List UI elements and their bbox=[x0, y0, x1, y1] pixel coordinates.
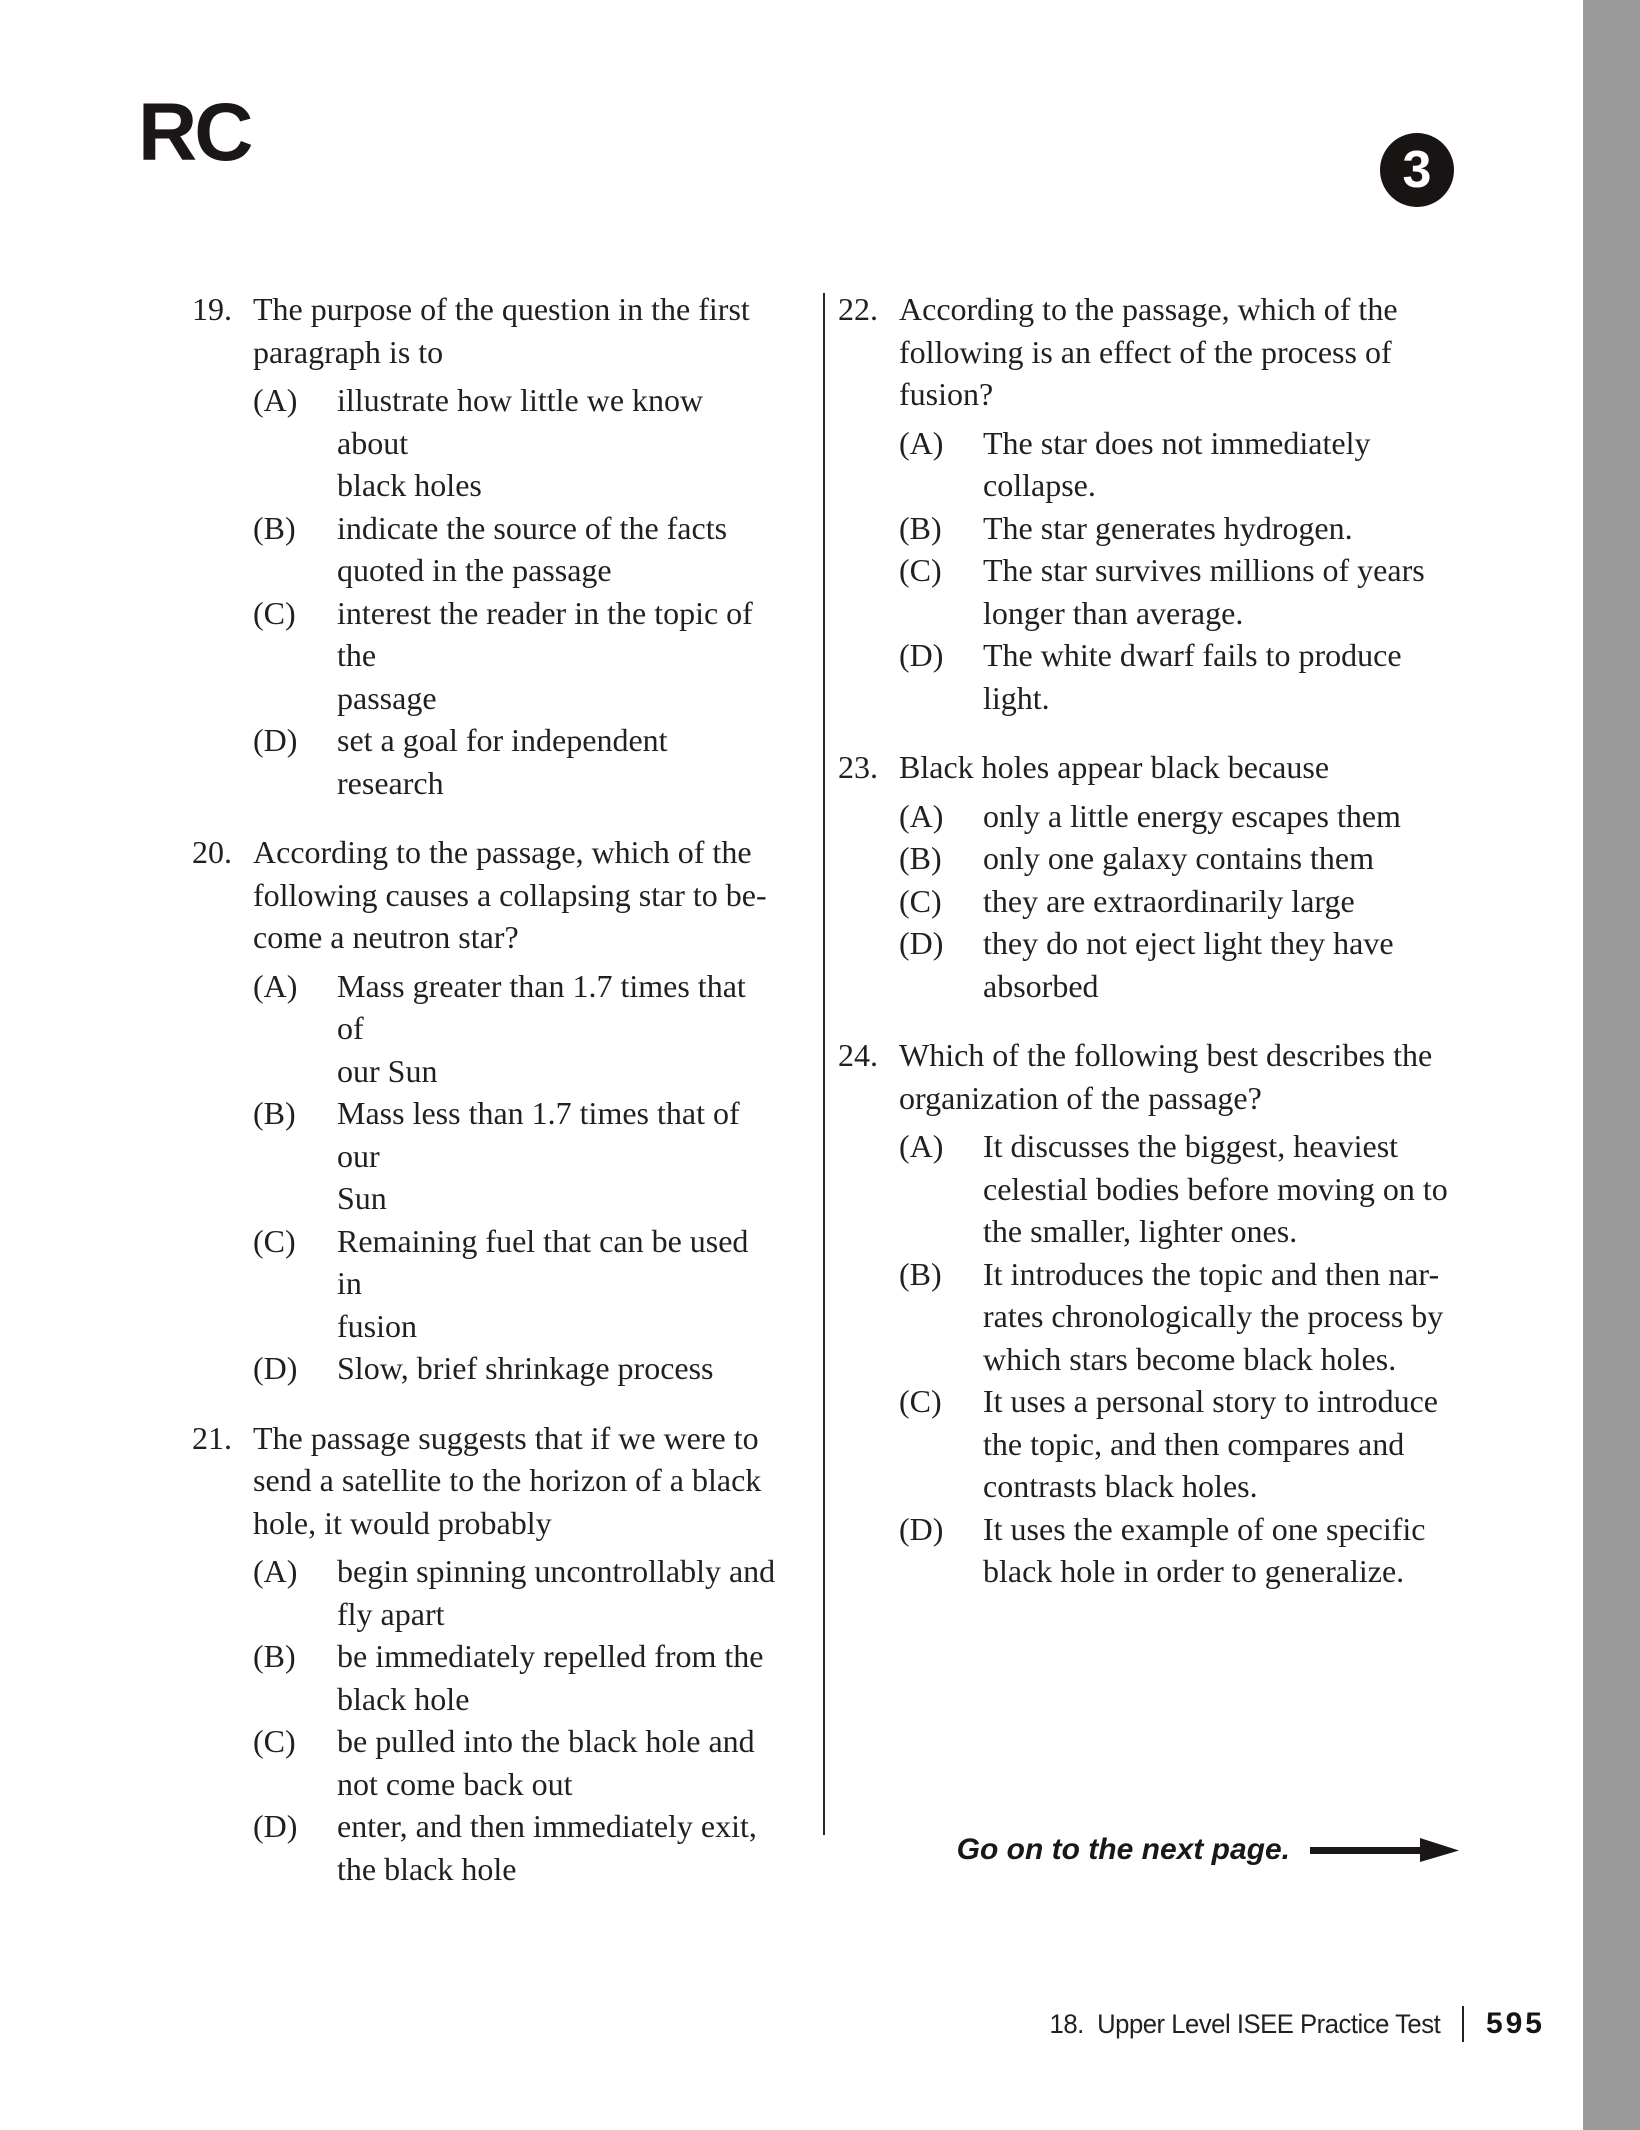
stem-line: Black holes appear black because bbox=[899, 749, 1330, 785]
footer-chapter-number: 18. bbox=[1049, 2008, 1084, 2039]
choice-text bbox=[983, 1253, 1510, 1381]
question-stem bbox=[899, 288, 1510, 416]
choice-line: enter, and then immediately exit, bbox=[337, 1808, 757, 1844]
choice-c bbox=[899, 880, 1510, 923]
choice-line: Slow, brief shrinkage process bbox=[337, 1350, 714, 1386]
choice-b bbox=[253, 1635, 778, 1720]
choice-b bbox=[899, 507, 1510, 550]
choice-line: The white dwarf fails to produce bbox=[983, 637, 1402, 673]
choice-line: It discusses the biggest, heaviest bbox=[983, 1128, 1399, 1164]
choice-line: celestial bodies before moving on to bbox=[983, 1170, 1448, 1207]
choice-line: black hole bbox=[337, 1680, 470, 1717]
choice-line: be pulled into the black hole and bbox=[337, 1723, 755, 1759]
choice-b bbox=[253, 1092, 778, 1220]
footer-chapter bbox=[1049, 2009, 1440, 2040]
choice-text bbox=[983, 507, 1510, 550]
question-number: 22. bbox=[838, 291, 878, 327]
stem-line: fusion? bbox=[899, 376, 994, 412]
choice-line: black hole in order to generalize. bbox=[983, 1553, 1405, 1589]
choice-d bbox=[253, 1347, 778, 1390]
choice-list bbox=[899, 795, 1510, 1008]
choice-list bbox=[899, 422, 1510, 720]
question-body bbox=[899, 746, 1510, 1007]
choice-text bbox=[337, 1220, 778, 1348]
choice-line: collapse. bbox=[983, 467, 1096, 503]
arrow-right-icon bbox=[1310, 1837, 1460, 1863]
choice-text bbox=[337, 965, 778, 1093]
choice-text bbox=[983, 837, 1510, 880]
choice-d bbox=[899, 634, 1510, 719]
choice-letter: (A) bbox=[899, 424, 944, 461]
stem-line: Which of the following best describes the bbox=[899, 1037, 1433, 1073]
choice-text bbox=[337, 1720, 778, 1805]
choice-text bbox=[983, 795, 1510, 838]
choice-letter: (B) bbox=[253, 509, 296, 546]
choice-list bbox=[253, 965, 778, 1390]
choice-letter: (D) bbox=[899, 637, 944, 673]
choice-line: begin spinning uncontrollably and bbox=[337, 1553, 776, 1589]
choice-letter: (B) bbox=[253, 1638, 296, 1674]
choice-text bbox=[337, 1347, 778, 1390]
choice-a bbox=[253, 965, 778, 1093]
question-body bbox=[253, 288, 778, 804]
choice-line: set a goal for independent research bbox=[337, 722, 668, 801]
choice-text bbox=[337, 507, 778, 592]
choice-line: black holes bbox=[337, 467, 482, 503]
stem-line: The passage suggests that if we were to bbox=[253, 1419, 759, 1456]
question-stem bbox=[899, 746, 1510, 789]
stem-line: organization of the passage? bbox=[899, 1079, 1262, 1116]
choice-text bbox=[983, 549, 1510, 634]
question-20 bbox=[192, 831, 778, 1390]
question-body bbox=[899, 288, 1510, 719]
choice-line: the topic, and then compares and bbox=[983, 1425, 1405, 1462]
choice-b bbox=[899, 1253, 1510, 1381]
choice-letter: (A) bbox=[899, 797, 944, 834]
choice-line: the black hole bbox=[337, 1850, 517, 1887]
question-body bbox=[253, 831, 778, 1390]
choice-line: quoted in the passage bbox=[337, 552, 612, 588]
choice-text bbox=[337, 1805, 778, 1890]
choice-d bbox=[253, 719, 778, 804]
page-footer bbox=[1029, 2006, 1545, 2042]
choice-a bbox=[899, 422, 1510, 507]
choice-line: It uses the example of one specific bbox=[983, 1510, 1426, 1547]
choice-text bbox=[337, 719, 778, 804]
choice-letter: (C) bbox=[253, 594, 296, 631]
choice-letter: (B) bbox=[899, 1255, 942, 1292]
choice-list bbox=[253, 1550, 778, 1890]
choice-letter: (B) bbox=[253, 1095, 296, 1131]
section-number-badge bbox=[1380, 133, 1454, 207]
choice-line: the smaller, lighter ones. bbox=[983, 1213, 1298, 1249]
go-on-text: Go on to the next page. bbox=[956, 1833, 1290, 1866]
stem-line: following is an effect of the process of bbox=[899, 333, 1392, 370]
choice-line: not come back out bbox=[337, 1765, 573, 1802]
question-19 bbox=[192, 288, 778, 804]
question-body bbox=[899, 1034, 1510, 1593]
choice-line: rates chronologically the process by bbox=[983, 1298, 1444, 1334]
choice-text bbox=[337, 1635, 778, 1720]
question-number: 20. bbox=[192, 834, 232, 870]
choice-letter: (C) bbox=[899, 552, 942, 588]
choice-line: interest the reader in the topic of the bbox=[337, 594, 753, 673]
stem-line: send a satellite to the horizon of a black bbox=[253, 1462, 762, 1498]
choice-line: longer than average. bbox=[983, 594, 1244, 631]
column-divider bbox=[823, 293, 825, 1835]
choice-line: It introduces the topic and then nar- bbox=[983, 1255, 1440, 1292]
choice-line: Mass greater than 1.7 times that of bbox=[337, 967, 746, 1046]
question-22 bbox=[838, 288, 1510, 719]
choice-text bbox=[337, 1550, 778, 1635]
choice-letter: (D) bbox=[899, 1510, 944, 1547]
choice-a bbox=[899, 795, 1510, 838]
stem-line: According to the passage, which of the bbox=[253, 834, 752, 870]
choice-letter: (A) bbox=[899, 1128, 944, 1164]
choice-c bbox=[899, 549, 1510, 634]
choice-line: light. bbox=[983, 679, 1050, 716]
choice-list bbox=[899, 1125, 1510, 1593]
choice-text bbox=[983, 634, 1510, 719]
choice-text bbox=[983, 880, 1510, 923]
stem-line: The purpose of the question in the first bbox=[253, 291, 750, 327]
choice-letter: (C) bbox=[253, 1222, 296, 1259]
choice-c bbox=[253, 592, 778, 720]
question-stem bbox=[253, 1417, 778, 1545]
choice-text bbox=[337, 379, 778, 507]
question-24 bbox=[838, 1034, 1510, 1593]
footer-chapter-title: Upper Level ISEE Practice Test bbox=[1096, 2008, 1440, 2039]
choice-letter: (D) bbox=[253, 1808, 298, 1844]
choice-d bbox=[253, 1805, 778, 1890]
choice-a bbox=[253, 379, 778, 507]
choice-letter: (D) bbox=[253, 1350, 298, 1386]
choice-line: only a little energy escapes them bbox=[983, 797, 1401, 834]
choice-a bbox=[899, 1125, 1510, 1253]
choice-line: Remaining fuel that can be used in bbox=[337, 1222, 749, 1301]
choice-line: indicate the source of the facts bbox=[337, 509, 728, 546]
choice-letter: (C) bbox=[253, 1723, 296, 1759]
choice-line: absorbed bbox=[983, 967, 1099, 1004]
question-stem bbox=[253, 831, 778, 959]
question-number: 23. bbox=[838, 749, 878, 785]
choice-a bbox=[253, 1550, 778, 1635]
choice-c bbox=[899, 1380, 1510, 1508]
choice-letter: (A) bbox=[253, 967, 298, 1004]
choice-list bbox=[253, 379, 778, 804]
choice-text bbox=[983, 422, 1510, 507]
choice-line: illustrate how little we know about bbox=[337, 382, 704, 461]
choice-letter: (A) bbox=[253, 382, 298, 418]
choice-letter: (C) bbox=[899, 882, 942, 919]
choice-letter: (D) bbox=[899, 925, 944, 961]
choice-text bbox=[337, 592, 778, 720]
choice-line: they do not eject light they have bbox=[983, 925, 1394, 961]
choice-line: Mass less than 1.7 times that of our bbox=[337, 1095, 740, 1174]
choice-line: be immediately repelled from the bbox=[337, 1638, 764, 1674]
choice-text bbox=[983, 1508, 1510, 1593]
stem-line: come a neutron star? bbox=[253, 919, 519, 955]
question-number: 19. bbox=[192, 291, 232, 327]
question-stem bbox=[899, 1034, 1510, 1119]
choice-line: only one galaxy contains them bbox=[983, 840, 1375, 876]
choice-line: The star survives millions of years bbox=[983, 552, 1425, 588]
choice-line: which stars become black holes. bbox=[983, 1340, 1397, 1377]
choice-letter: (C) bbox=[899, 1383, 942, 1419]
choice-line: fusion bbox=[337, 1307, 417, 1344]
choice-d bbox=[899, 1508, 1510, 1593]
footer-separator bbox=[1462, 2006, 1464, 2042]
question-number: 21. bbox=[192, 1419, 232, 1456]
page-edge-bar bbox=[1583, 0, 1640, 2130]
choice-text bbox=[983, 922, 1510, 1007]
choice-letter: (B) bbox=[899, 840, 942, 876]
choice-line: Sun bbox=[337, 1180, 387, 1216]
choice-line: our Sun bbox=[337, 1052, 438, 1089]
stem-line: hole, it would probably bbox=[253, 1504, 552, 1541]
choice-letter: (A) bbox=[253, 1553, 298, 1589]
choice-line: The star does not immediately bbox=[983, 424, 1371, 461]
section-label: RC bbox=[138, 87, 251, 178]
question-21 bbox=[192, 1417, 778, 1891]
question-column-right bbox=[838, 288, 1510, 1620]
choice-text bbox=[983, 1125, 1510, 1253]
choice-line: contrasts black holes. bbox=[983, 1468, 1258, 1504]
choice-c bbox=[253, 1720, 778, 1805]
stem-line: following causes a collapsing star to be- bbox=[253, 876, 767, 913]
question-number: 24. bbox=[838, 1037, 878, 1073]
question-23 bbox=[838, 746, 1510, 1007]
question-column-left bbox=[192, 288, 778, 1917]
stem-line: According to the passage, which of the bbox=[899, 291, 1398, 327]
footer-page-number: 595 bbox=[1485, 2007, 1545, 2040]
choice-letter: (D) bbox=[253, 722, 298, 758]
choice-text bbox=[337, 1092, 778, 1220]
choice-b bbox=[899, 837, 1510, 880]
question-stem bbox=[253, 288, 778, 373]
choice-line: they are extraordinarily large bbox=[983, 882, 1355, 919]
stem-line: paragraph is to bbox=[253, 333, 444, 370]
choice-letter: (B) bbox=[899, 509, 942, 546]
choice-b bbox=[253, 507, 778, 592]
choice-line: It uses a personal story to introduce bbox=[983, 1383, 1438, 1419]
choice-line: fly apart bbox=[337, 1595, 445, 1632]
question-body bbox=[253, 1417, 778, 1891]
choice-line: passage bbox=[337, 679, 437, 716]
choice-line: The star generates hydrogen. bbox=[983, 509, 1353, 546]
choice-d bbox=[899, 922, 1510, 1007]
choice-c bbox=[253, 1220, 778, 1348]
go-on-instruction bbox=[957, 1833, 1460, 1867]
choice-text bbox=[983, 1380, 1510, 1508]
section-number: 3 bbox=[1402, 141, 1432, 199]
